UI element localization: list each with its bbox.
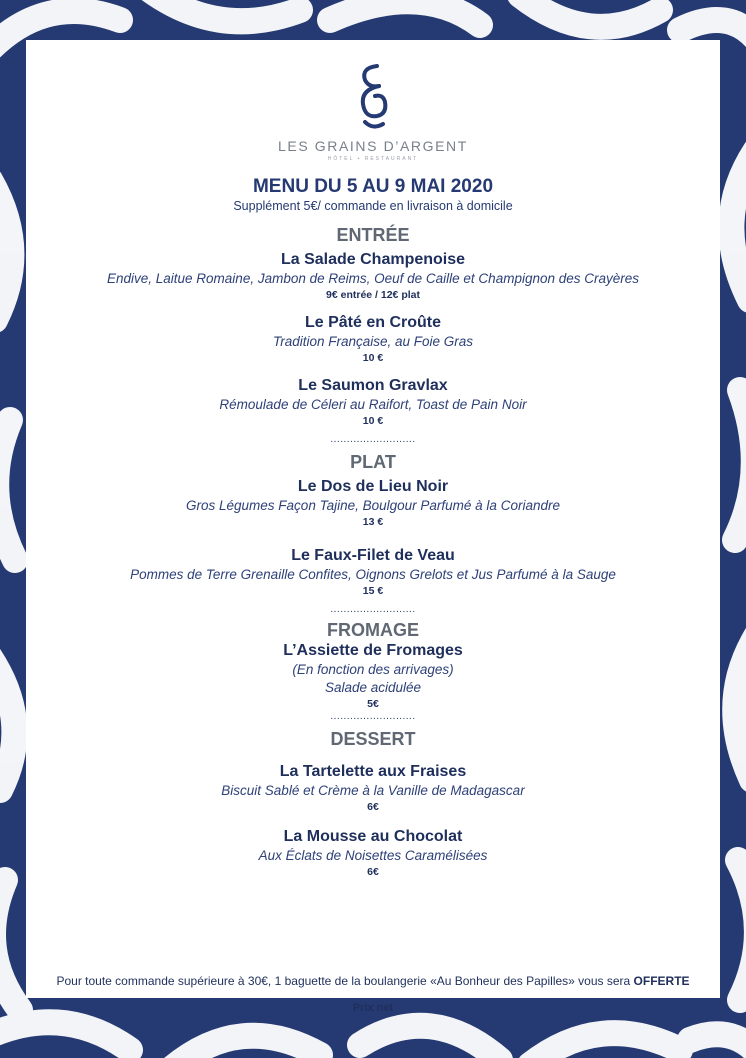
menu-content <box>26 176 720 880</box>
dish-price: 10 € <box>362 352 384 364</box>
dish-faux-filet-de-veau <box>26 546 720 599</box>
dish-name: Le Saumon Gravlax <box>298 377 448 394</box>
dish-name: La Tartelette aux Fraises <box>279 763 467 780</box>
dish-price: 15 € <box>362 585 384 597</box>
dish-description-2: Salade acidulée <box>324 680 422 695</box>
dish-price: 13 € <box>362 516 384 528</box>
separator: .......................... <box>330 711 416 722</box>
footer-note <box>26 974 720 988</box>
menu-card <box>26 40 720 1014</box>
dish-price: 6€ <box>367 866 379 878</box>
section-dessert-heading: DESSERT <box>330 729 416 749</box>
dish-price: 9€ entrée / 12€ plat <box>326 289 420 301</box>
separator: .......................... <box>330 604 416 615</box>
dish-description: Tradition Française, au Foie Gras <box>272 334 474 349</box>
section-fromage-heading: FROMAGE <box>327 620 419 640</box>
dish-mousse-au-chocolat <box>26 827 720 880</box>
dish-description: Endive, Laitue Romaine, Jambon de Reims, Oeuf de Caille et Champignon des Crayères <box>106 271 640 286</box>
dish-saumon-gravlax <box>26 376 720 429</box>
separator: .......................... <box>330 434 416 445</box>
dish-description: Gros Légumes Façon Tajine, Boulgour Parfumé à la Coriandre <box>186 498 560 513</box>
dish-assiette-de-fromages <box>26 641 720 712</box>
dish-name: L’Assiette de Fromages <box>283 642 463 659</box>
dish-name: Le Faux-Filet de Veau <box>291 547 455 564</box>
dish-salade-champenoise <box>26 250 720 303</box>
dish-tartelette-aux-fraises <box>26 762 720 815</box>
dish-pate-en-croute <box>26 313 720 366</box>
dish-price: 5€ <box>367 698 379 710</box>
dish-description: Pommes de Terre Grenaille Confites, Oignons Grelots et Jus Parfumé à la Sauge <box>130 567 616 582</box>
menu-title: MENU DU 5 AU 9 MAI 2020 <box>252 176 494 197</box>
prix-net: Prix net <box>352 1002 394 1014</box>
dish-description: Aux Éclats de Noisettes Caramélisées <box>258 848 488 863</box>
logo <box>26 60 720 180</box>
logo-emblem-icon <box>353 60 393 132</box>
brand-tagline: HÔTEL • RESTAURANT <box>327 156 419 162</box>
brand-name: LES GRAINS D’ARGENT <box>278 138 468 154</box>
dish-name: La Salade Champenoise <box>280 251 466 268</box>
section-entree-heading: ENTRÉE <box>336 225 410 245</box>
dish-dos-de-lieu-noir <box>26 477 720 530</box>
dish-name: Le Pâté en Croûte <box>304 314 442 331</box>
dish-price: 10 € <box>362 415 384 427</box>
dish-description: Rémoulade de Céleri au Raifort, Toast de Pain Noir <box>219 397 527 412</box>
delivery-supplement: Supplément 5€/ commande en livraison à domicile <box>233 199 513 213</box>
dish-description: (En fonction des arrivages) <box>292 662 454 677</box>
footer-highlight: OFFERTE <box>633 974 690 988</box>
dish-description: Biscuit Sablé et Crème à la Vanille de Madagascar <box>221 783 525 798</box>
footer-text: Pour toute commande supérieure à 30€, 1 baguette de la boulangerie «Au Bonheur des Papilles» vous sera <box>56 974 634 988</box>
section-plat-heading: PLAT <box>350 452 396 472</box>
dish-name: La Mousse au Chocolat <box>283 828 463 845</box>
dish-price: 6€ <box>367 801 379 813</box>
dish-name: Le Dos de Lieu Noir <box>297 478 449 495</box>
